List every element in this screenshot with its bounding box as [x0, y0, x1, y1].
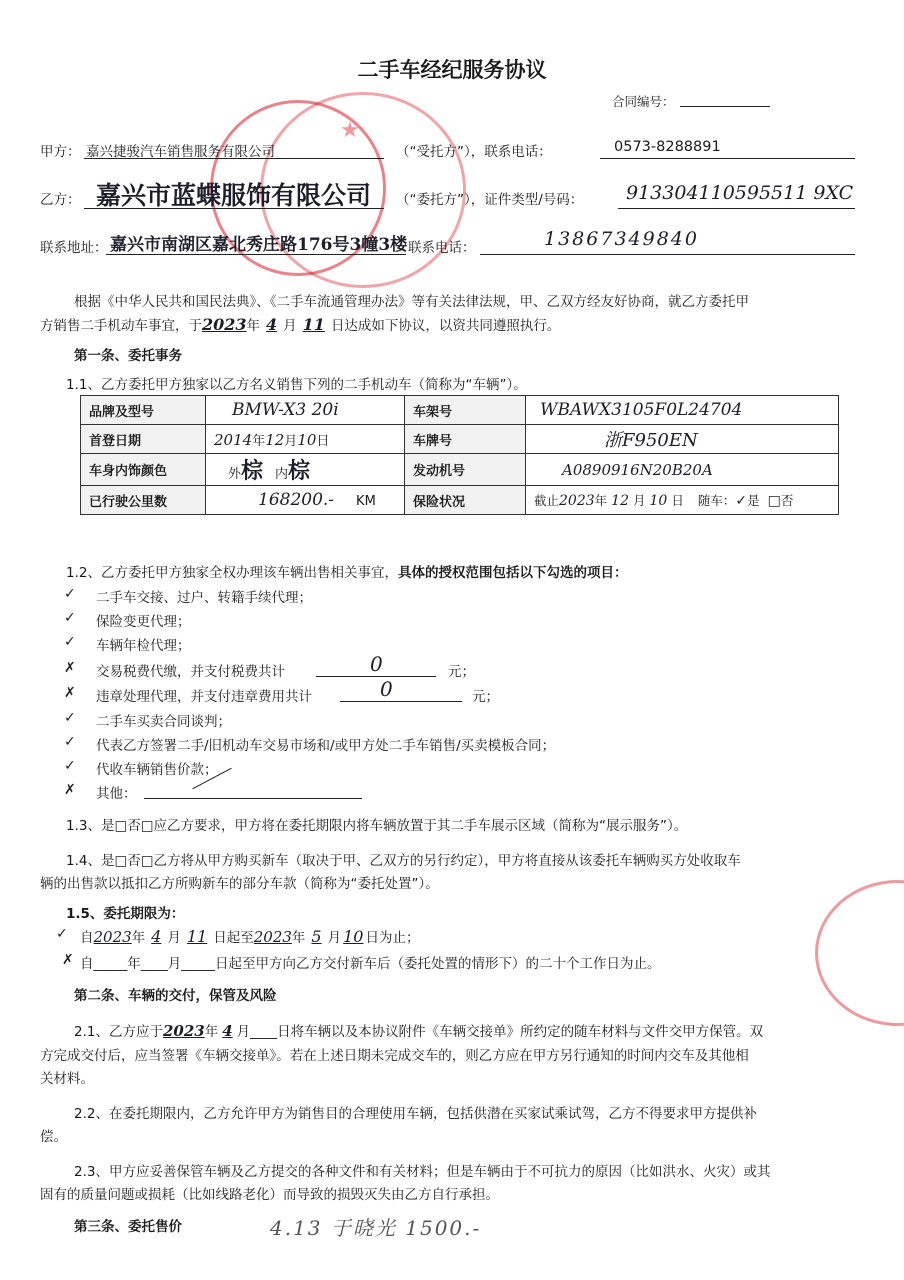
fine-yuan: 元； — [472, 689, 499, 705]
term-end-month: 5 — [311, 927, 322, 946]
clause-1-4-line-1: 1.4、是□否□乙方将从甲方购买新车（取决于甲、乙双方的另行约定），甲方将直接从该委托车辆购买方处收取车 — [66, 853, 741, 869]
table-row — [81, 396, 839, 425]
tax-yuan: 元； — [448, 664, 475, 680]
term-start-month: 4 — [151, 927, 162, 946]
color-label: 车身内饰颜色 — [81, 454, 206, 486]
clause-2-1-line-3: 关材料。 — [40, 1071, 94, 1087]
mileage-value-text: 168200.- — [258, 490, 335, 510]
term-end-day: 10 — [343, 927, 364, 946]
fine-amount: 0 — [380, 677, 393, 701]
ins-m-label: 月 — [633, 493, 646, 508]
intro-month: 4 — [266, 315, 278, 334]
table-row — [81, 454, 839, 486]
insurance-value — [526, 486, 839, 515]
check-icon: ✓ — [56, 926, 68, 942]
term-text-7: 日为止； — [365, 930, 420, 946]
reg-label: 首登日期 — [81, 425, 206, 454]
plate-label: 车牌号 — [405, 425, 526, 454]
mileage-unit: KM — [356, 494, 376, 509]
intro-text-b: 年 — [246, 318, 261, 334]
intro-day: 11 — [302, 315, 325, 334]
dealer-seal-stamp — [815, 880, 904, 1026]
intro-year: 2023 — [202, 315, 247, 334]
ins-d-label: 日 — [671, 493, 684, 508]
article-3-heading: 第三条、委托售价 — [74, 1219, 182, 1235]
vin-label: 车架号 — [405, 396, 526, 425]
clause-2-2-line-2: 偿。 — [40, 1129, 67, 1145]
party-a-name-line — [84, 158, 384, 159]
delivery-month: 4 — [222, 1022, 233, 1040]
list-item: 保险变更代理； — [96, 614, 191, 630]
mileage-value — [206, 486, 405, 515]
intro-line-1: 根据《中华人民共和国民法典》、《二手车流通管理办法》等有关法律法规，甲、乙双方经友好协商，就乙方委托甲 — [74, 294, 749, 310]
reg-value — [206, 425, 405, 454]
ins-y-label: 年 — [594, 493, 608, 508]
brand-label: 品牌及型号 — [81, 396, 206, 425]
cross-icon: ✗ — [64, 685, 76, 701]
term-text-6: 月 — [327, 930, 342, 946]
brand-value — [206, 396, 405, 425]
ins-with-label: 随车： — [697, 493, 736, 508]
check-icon: ✓ — [735, 493, 748, 509]
reg-y-label: 年 — [252, 433, 266, 449]
clause-2-3-line-2: 固有的质量问题或损耗（比如线路老化）而导致的损毁灭失由乙方自行承担。 — [40, 1187, 499, 1203]
engine-value-text: A0890916N20B20A — [562, 460, 713, 479]
clause-1-3: 1.3、是□否□应乙方要求，甲方将在委托期限内将车辆放置于其二手车展示区域（简称为“展示服务”）。 — [66, 818, 688, 834]
check-icon: ✓ — [64, 634, 76, 650]
article-1-heading: 第一条、委托事务 — [74, 348, 182, 364]
reg-day: 10 — [297, 430, 317, 449]
term-text-5: 年 — [291, 930, 306, 946]
list-item: 车辆年检代理； — [96, 638, 191, 654]
check-icon: ✓ — [64, 586, 76, 602]
check-icon: ✓ — [64, 610, 76, 626]
party-a-label: 甲方： — [40, 144, 81, 160]
party-b-label: 乙方： — [40, 192, 81, 208]
engine-value — [526, 454, 839, 486]
fine-amount-line — [340, 701, 462, 702]
plate-value — [526, 425, 839, 454]
ins-yes-label: 是 — [747, 493, 760, 508]
insurance-label: 保险状况 — [405, 486, 526, 515]
reg-month: 12 — [265, 430, 285, 449]
color-in-label: 内 — [275, 467, 289, 482]
check-icon: ✓ — [64, 758, 76, 774]
phone-label: 联系电话： — [408, 240, 476, 256]
color-value — [206, 454, 405, 486]
reg-m-label: 月 — [284, 433, 298, 449]
party-a-role: （“受托方”），联系电话： — [396, 144, 552, 160]
ins-prefix: 截止 — [534, 493, 560, 508]
list-item: 二手车交接、过户、转籍手续代理； — [96, 590, 312, 606]
clause-1-5-heading: 1.5、委托期限为： — [66, 906, 185, 922]
phone-line — [480, 254, 855, 255]
list-item: 代表乙方签署二手/旧机动车交易市场和/或甲方处二手车销售/买卖模板合同； — [96, 738, 556, 754]
intro-text-d: 日达成如下协议，以资共同遵照执行。 — [330, 318, 561, 334]
clause-2-1-text-a: 2.1、乙方应于 — [74, 1024, 163, 1040]
party-b-id: 913304110595511 9XC — [626, 182, 854, 204]
clause-1-2 — [66, 561, 627, 581]
intro-line-2 — [40, 314, 560, 334]
clause-2-1-text-b: 年 — [204, 1024, 219, 1040]
list-item: 代收车辆销售价款； — [96, 762, 218, 778]
cross-icon: ✗ — [64, 782, 76, 798]
clause-2-1-line-2: 方完成交付后，应当签署《车辆交接单》。若在上述日期未完成交车的，则乙方应在甲方另行通知的时间内交车及其他相 — [40, 1048, 749, 1064]
reg-d-label: 日 — [316, 433, 330, 449]
phone-value: 13867349840 — [544, 228, 699, 250]
ins-day: 10 — [649, 493, 668, 509]
list-item: 违章处理代理，并支付违章费用共计 — [96, 689, 312, 705]
term-text-3: 月 — [167, 930, 181, 946]
clause-2-2-line-1: 2.2、在委托期限内，乙方允许甲方为销售目的合理使用车辆，包括供潜在买家试乘试驾，乙方不得要求甲方提供补 — [74, 1106, 757, 1122]
color-out-label: 外 — [228, 467, 242, 482]
address-line — [106, 254, 406, 255]
contract-no-label: 合同编号： — [612, 94, 675, 109]
party-a-name: 嘉兴捷骏汽车销售服务有限公司 — [86, 144, 275, 160]
ins-year: 2023 — [559, 493, 595, 509]
mileage-label: 已行驶公里数 — [81, 486, 206, 515]
term-end-year: 2023 — [253, 928, 292, 946]
delivery-year: 2023 — [162, 1022, 205, 1040]
clause-1-5-option-b: 自_____年____月_____日起至甲方向乙方交付新车后（委托处置的情形下）的二十个工作日为止。 — [80, 956, 661, 972]
term-start-day: 11 — [186, 927, 208, 946]
brand-value-text: BMW-X3 20i — [232, 400, 339, 420]
color-in-value: 棕 — [288, 458, 311, 484]
clause-2-3-line-1: 2.3、甲方应妥善保管车辆及乙方提交的各种文件和有关材料；但是车辆由于不可抗力的原因（比如洪水、火灾）或其 — [74, 1164, 771, 1180]
term-text-2: 年 — [131, 930, 146, 946]
contract-no-line — [680, 106, 770, 107]
clause-1-2-bold: 具体的授权范围包括以下勾选的项目： — [397, 565, 628, 581]
vin-value — [526, 396, 839, 425]
address-value: 嘉兴市南湖区嘉北秀庄路176号3幢3楼 — [110, 235, 408, 255]
intro-text-c: 月 — [283, 318, 297, 334]
ins-no-label: 否 — [780, 493, 794, 508]
seal-star-icon: ★ — [340, 118, 360, 143]
reg-year: 2014 — [214, 430, 253, 449]
list-item: 交易税费代缴，并支付税费共计 — [96, 664, 285, 680]
party-b-name: 嘉兴市蓝蝶服饰有限公司 — [96, 181, 372, 210]
article-2-heading: 第二条、车辆的交付，保管及风险 — [74, 988, 277, 1004]
table-row — [81, 425, 839, 454]
ins-month: 12 — [611, 493, 629, 509]
party-b-role: （“委托方”），证件类型/号码： — [396, 192, 584, 208]
term-text-4: 日起至 — [213, 930, 254, 946]
vehicle-table — [80, 395, 839, 515]
cross-icon: ✗ — [64, 660, 76, 676]
clause-2-1-text-c: 月____日将车辆以及本协议附件《车辆交接单》所约定的随车材料与文件交甲方保管。双 — [236, 1024, 764, 1040]
clause-1-4-line-2: 辆的出售款以抵扣乙方所购新车的部分车款（简称为“委托处置”）。 — [40, 876, 439, 892]
other-line — [144, 798, 362, 799]
checkbox-icon: □ — [767, 493, 781, 509]
tax-amount-line — [316, 676, 436, 677]
intro-text-a: 方销售二手机动车事宜，于 — [40, 318, 202, 334]
clause-1-5-option-a — [80, 926, 419, 946]
party-b-name-line — [84, 208, 384, 209]
check-icon: ✓ — [64, 710, 76, 726]
clause-1-2-text: 1.2、乙方委托甲方独家全权办理该车辆出售相关事宜， — [66, 565, 398, 581]
table-row — [81, 486, 839, 515]
party-a-phone: 0573-8288891 — [614, 139, 721, 155]
vin-value-text: WBAWX3105F0L24704 — [540, 400, 743, 420]
list-item: 二手车买卖合同谈判； — [96, 714, 231, 730]
term-text-1: 自 — [80, 930, 94, 946]
party-b-id-line — [618, 208, 855, 209]
check-icon: ✓ — [64, 734, 76, 750]
clause-2-1-line-1 — [74, 1020, 763, 1040]
tax-amount: 0 — [370, 652, 383, 676]
plate-value-text: 浙F950EN — [604, 430, 698, 451]
cross-icon: ✗ — [62, 952, 74, 968]
handwritten-note: 4.13 于晓光 1500.- — [270, 1216, 482, 1240]
party-a-phone-line — [600, 158, 855, 159]
document-title: 二手车经纪服务协议 — [357, 58, 547, 82]
clause-1-1: 1.1、乙方委托甲方独家以乙方名义销售下列的二手机动车（简称为“车辆”）。 — [66, 377, 527, 393]
color-out-value: 棕 — [241, 458, 264, 484]
list-item: 其他： — [96, 786, 137, 802]
address-label: 联系地址： — [40, 240, 108, 256]
term-start-year: 2023 — [93, 928, 132, 946]
engine-label: 发动机号 — [405, 454, 526, 486]
